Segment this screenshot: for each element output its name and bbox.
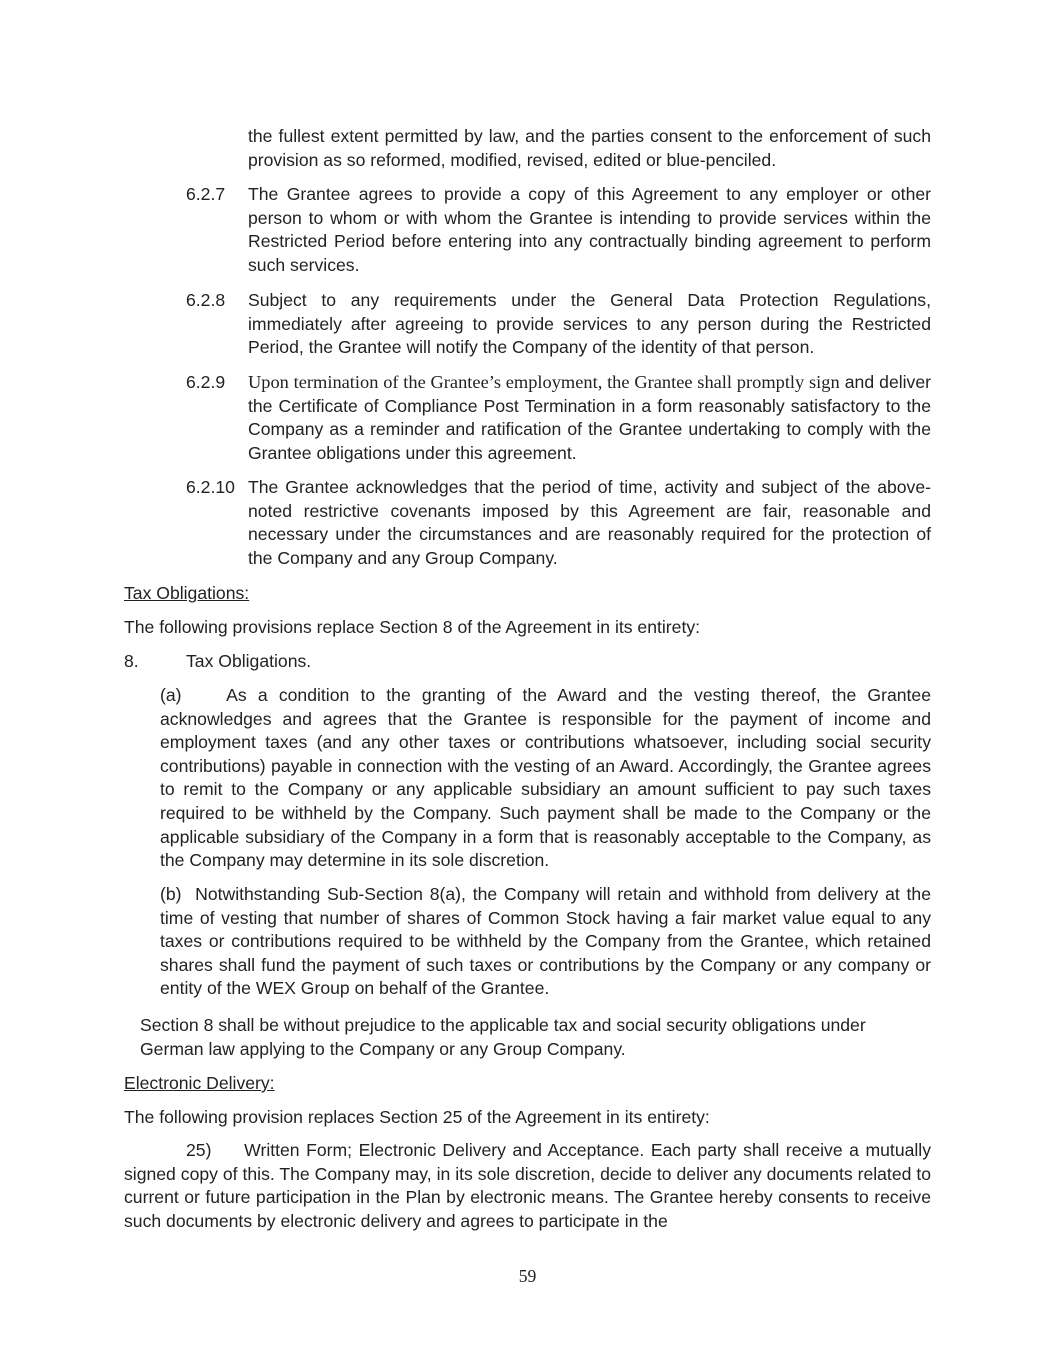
clause-text: The Grantee agrees to provide a copy of this Agreement to any employer or other person to whom or with whom the Grantee is intending to provide services within the Restricted Period before entering into any contractually binding agreement to perform such services.	[248, 184, 931, 275]
paragraph-8b: (b) Notwithstanding Sub-Section 8(a), the Company will retain and withhold from delivery at the time of vesting that number of shares of Common Stock having a fair market value equal to any taxes or contributions required to be withheld by the Company from the Grantee, which retained shares shall fund the payment of such taxes or contributions by the Company or any company or entity of the WEX Group on behalf of the Grantee.	[160, 884, 931, 999]
clause-text: The Grantee acknowledges that the period of time, activity and subject of the above-noted restrictive covenants imposed by this Agreement are fair, reasonable and necessary under the circumstances and are reasonably required for the protection of the Company and any Group Company.	[248, 477, 931, 568]
page-number: 59	[518, 1266, 537, 1286]
electronic-intro: The following provision replaces Section 25 of the Agreement in its entirety:	[124, 1107, 710, 1127]
tax-obligations-heading: Tax Obligations:	[124, 583, 250, 603]
electronic-delivery-heading: Electronic Delivery:	[124, 1073, 275, 1093]
section-8-note: Section 8 shall be without prejudice to the applicable tax and social security obligations under German law applying to the Company or any Group Company.	[140, 1015, 866, 1059]
section-number: 8.	[124, 651, 139, 671]
clause-text: Subject to any requirements under the General Data Protection Regulations, immediately after agreeing to provide services to any person during the Restricted Period, the Grantee will notify the Company of the identity of that person.	[248, 290, 931, 358]
clause-text	[248, 371, 931, 465]
clause-number: 6.2.10	[186, 477, 235, 497]
clause-number: 6.2.9	[186, 372, 226, 392]
tax-intro: The following provisions replace Section 8 of the Agreement in its entirety:	[124, 617, 701, 637]
clause-number: 6.2.7	[186, 184, 226, 204]
clause-text-lead: Upon termination of the Grantee’s employment, the Grantee shall promptly sign	[248, 372, 840, 392]
clause-text-rest: and deliver the Certificate of Compliance Post Termination in a form reasonably satisfactory to the Company as a reminder and ratification of the Grantee undertaking to comply with the Grantee obligations under this agreement.	[248, 372, 931, 463]
section-title: Tax Obligations.	[186, 651, 312, 671]
paragraph-8a: (a) As a condition to the granting of the Award and the vesting thereof, the Grantee acknowledges and agrees that the Grantee is responsible for the payment of income and employment taxes (and any other taxes or contributions whatsoever, including social security contributions) payable in connection with the vesting of an Award. Accordingly, the Grantee agrees to remit to the Company or any applicable subsidiary an amount sufficient to pay such taxes required to be withheld by the Company. Such payment shall be made to the Company or the applicable subsidiary of the Company in a form that is reasonably acceptable to the Company, as the Company may determine in its sole discretion.	[160, 685, 931, 871]
section-25-paragraph: 25) Written Form; Electronic Delivery and Acceptance. Each party shall receive a mutually signed copy of this. The Company may, in its sole discretion, decide to deliver any documents related to current or future participation in the Plan by electronic means. The Grantee hereby consents to receive such documents by electronic delivery and agrees to participate in the	[124, 1140, 931, 1231]
continuation-paragraph: the fullest extent permitted by law, and the parties consent to the enforcement of such provision as so reformed, modified, revised, edited or blue-penciled.	[248, 126, 931, 170]
clause-number: 6.2.8	[186, 290, 226, 310]
